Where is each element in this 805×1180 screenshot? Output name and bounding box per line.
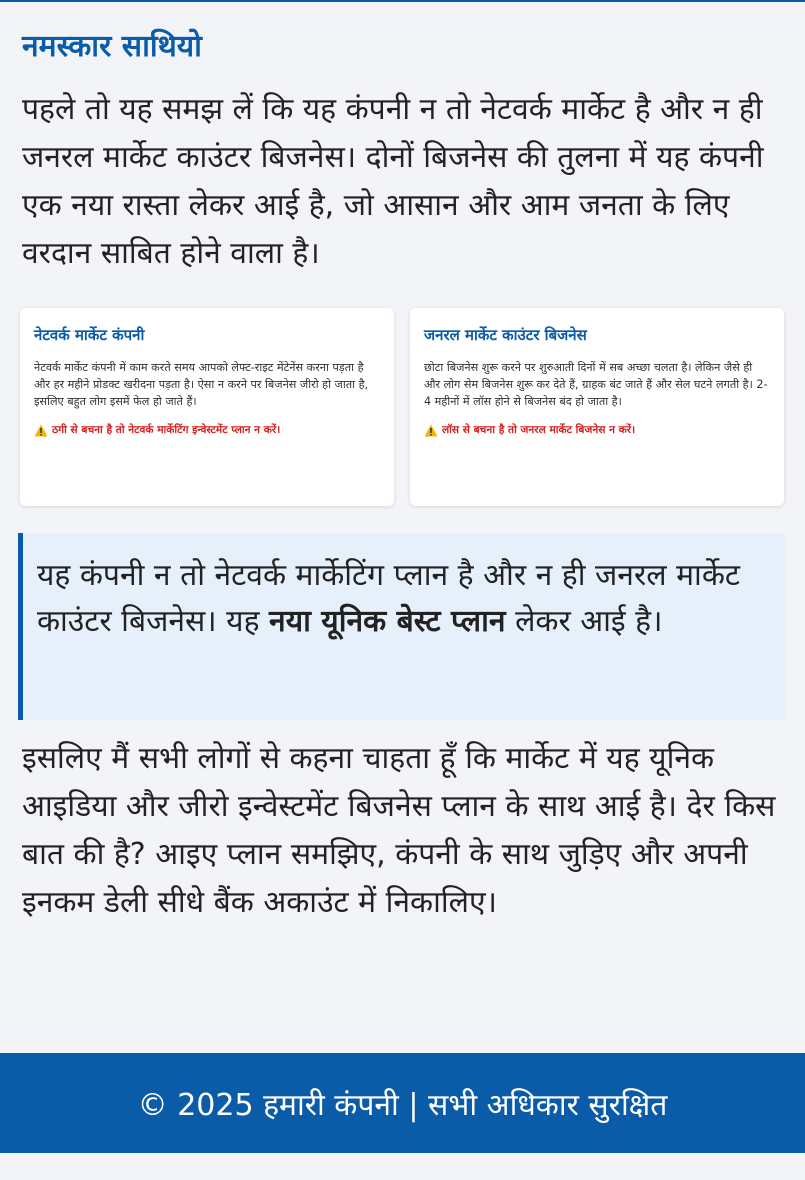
greeting-heading: नमस्कार साथियो xyxy=(22,29,202,64)
card-title: नेटवर्क मार्केट कंपनी xyxy=(34,326,145,344)
general-market-card xyxy=(410,308,784,506)
warning-triangle-icon xyxy=(34,424,48,437)
highlight-text-after: लेकर आई है। xyxy=(505,604,663,639)
highlight-quote xyxy=(18,533,785,720)
card-body: छोटा बिजनेस शुरू करने पर शुरुआती दिनों में सब अच्छा चलता है। लेकिन जैसे ही और लोग सेम बिजनेस शुरू कर देते हैं, ग्राहक बंट जाते हैं और सेल घटने लगती है। 2-4 महीनों में लॉस होने से बिजनेस बंद हो जाता है। xyxy=(424,361,768,408)
intro-paragraph: पहले तो यह समझ लें कि यह कंपनी न तो नेटवर्क मार्केट है और न ही जनरल मार्केट काउंटर बिजनेस। दोनों बिजनेस की तुलना में यह कंपनी एक नया रास्ता लेकर आई है, जो आसान और आम जनता के लिए वरदान साबित होने वाला है। xyxy=(22,92,764,271)
highlight-text-before: यह कंपनी न तो नेटवर्क मार्केटिंग प्लान है और न ही जनरल मार्केट काउंटर बिजनेस। यह xyxy=(37,558,740,639)
top-accent-line xyxy=(0,0,805,2)
card-warning-text: ठगी से बचना है तो नेटवर्क मार्केटिंग इन्वेस्टमेंट प्लान न करें। xyxy=(52,424,281,436)
warning-triangle-icon xyxy=(424,424,438,437)
card-warning xyxy=(34,423,380,437)
highlight-bold-text: नया यूनिक बेस्ट प्लान xyxy=(269,604,506,639)
outro-paragraph: इसलिए मैं सभी लोगों से कहना चाहता हूँ कि मार्केट में यह यूनिक आइडिया और जीरो इन्वेस्टमेंट बिजनेस प्लान के साथ आई है। देर किस बात की है? आइए प्लान समझिए, कंपनी के साथ जुड़िए और अपनी इनकम डेली सीधे बैंक अकाउंट में निकालिए। xyxy=(22,741,776,920)
card-warning xyxy=(424,423,770,437)
card-body: नेटवर्क मार्केट कंपनी में काम करते समय आपको लेफ्ट-राइट मेंटेनेंस करना पड़ता है और हर महीने प्रोडक्ट खरीदना पड़ता है। ऐसा न करने पर बिजनेस जीरो हो जाता है, इसलिए बहुत लोग इसमें फेल हो जाते हैं। xyxy=(34,361,369,408)
card-warning-text: लॉस से बचना है तो जनरल मार्केट बिजनेस न करें। xyxy=(442,424,636,436)
network-market-card xyxy=(20,308,394,506)
footer-copyright: © 2025 हमारी कंपनी | सभी अधिकार सुरक्षित xyxy=(137,1087,668,1123)
card-title: जनरल मार्केट काउंटर बिजनेस xyxy=(424,326,587,344)
footer xyxy=(0,1053,805,1153)
